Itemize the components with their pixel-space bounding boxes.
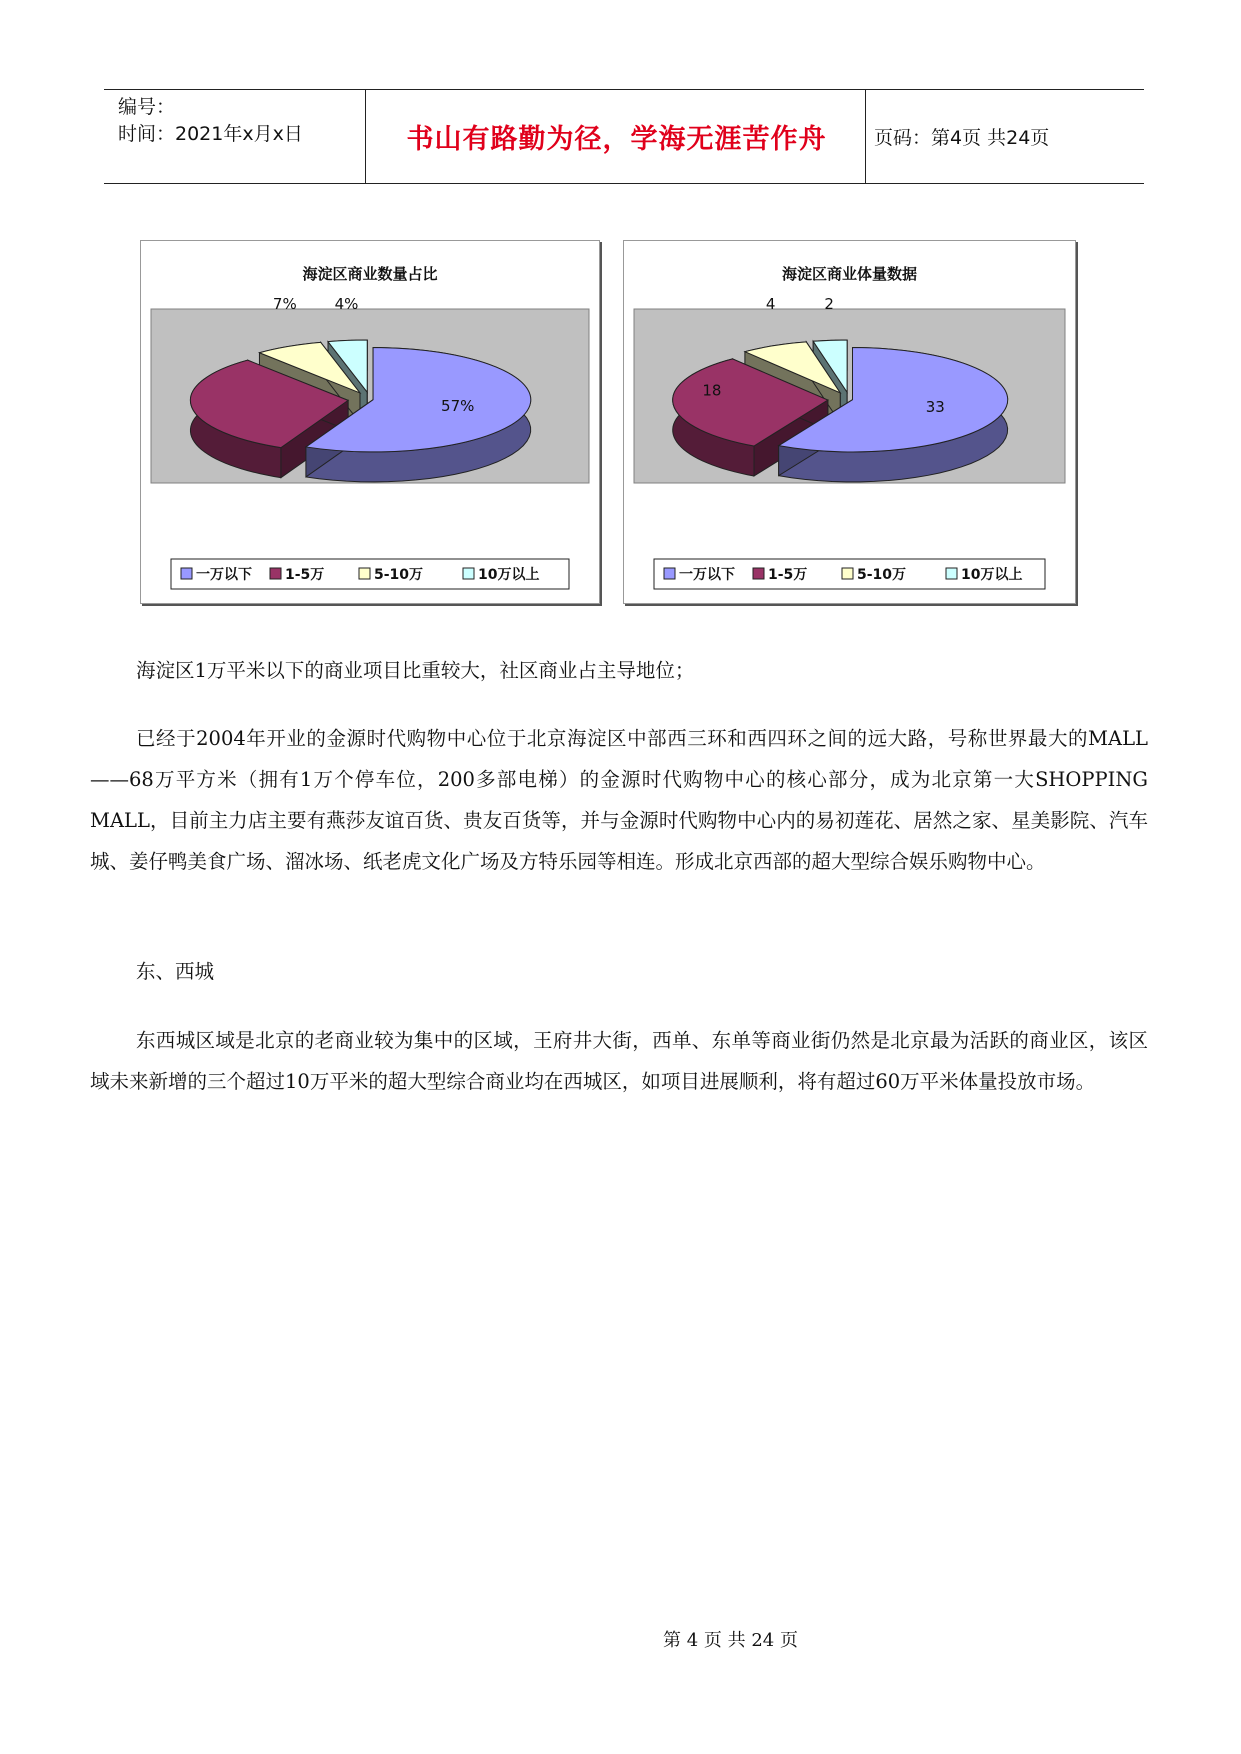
paragraph-haidian-summary: 海淀区1万平米以下的商业项目比重较大，社区商业占主导地位； <box>136 659 695 682</box>
header-motto: 书山有路勤为径，学海无涯苦作舟 <box>406 124 827 155</box>
legend-swatch <box>946 568 957 579</box>
pie-chart-volume <box>623 240 1076 604</box>
data-label: 4 <box>765 295 776 313</box>
paragraph-jinyuan-mall: 已经于2004年开业的金源时代购物中心位于北京海淀区中部西三环和西四环之间的远大路，号称世界最大的MALL——68万平方米（拥有1万个停车位，200多部电梯）的金源时代购物中心的核心部分，成为北京第一大SHOPPING MALL，目前主力店主要有燕莎友谊百货、贵友百货等，并与金源时代购物中心内的易初莲花、居然之家、星美影院、汽车城、姜仔鸭美食广场、溜冰场、纸老虎文化广场及方特乐园等相连。形成北京西部的超大型综合娱乐购物中心。 <box>90 727 1148 873</box>
data-label: 2 <box>824 295 834 313</box>
header-page-number: 页码：第4页 共24页 <box>874 127 1050 149</box>
header-divider <box>365 90 366 183</box>
data-label: 18 <box>702 381 722 400</box>
legend-label: 一万以下 <box>679 567 735 583</box>
legend-swatch <box>753 568 764 579</box>
section-heading-dongxicheng: 东、西城 <box>136 960 215 983</box>
legend-label: 1-5万 <box>285 567 325 583</box>
data-label: 7% <box>272 295 297 313</box>
legend-swatch <box>842 568 853 579</box>
pie-chart-count-share-svg <box>141 241 599 603</box>
pie-chart-volume-svg <box>624 241 1075 603</box>
data-label: 4% <box>334 295 359 313</box>
page-footer: 第 4 页 共 24 页 <box>663 1630 798 1651</box>
pie-chart-count-share <box>140 240 600 604</box>
legend-label: 1-5万 <box>768 567 808 583</box>
legend-label: 10万以上 <box>961 567 1023 583</box>
header-divider <box>865 90 866 183</box>
paragraph-dongxicheng: 东西城区域是北京的老商业较为集中的区域，王府井大街，西单、东单等商业街仍然是北京最为活跃的商业区，该区域未来新增的三个超过10万平米的超大型综合商业均在西城区，如项目进展顺利，将有超过60万平米体量投放市场。 <box>90 1029 1148 1093</box>
legend-label: 一万以下 <box>196 567 252 583</box>
chart-title: 海淀区商业数量占比 <box>302 265 438 283</box>
chart-title: 海淀区商业体量数据 <box>781 265 918 283</box>
legend-swatch <box>359 568 370 579</box>
header-meta <box>118 94 303 148</box>
page-header <box>104 89 1144 184</box>
document-time-label: 时间：2021年x月x日 <box>118 123 303 145</box>
legend-swatch <box>463 568 474 579</box>
legend-label: 5-10万 <box>857 567 907 583</box>
document-number-label: 编号： <box>118 96 176 118</box>
data-label: 33 <box>925 397 945 416</box>
legend-label: 5-10万 <box>374 567 424 583</box>
legend-swatch <box>664 568 675 579</box>
legend-swatch <box>270 568 281 579</box>
legend-swatch <box>181 568 192 579</box>
legend-label: 10万以上 <box>478 567 540 583</box>
data-label: 57% <box>441 396 475 415</box>
